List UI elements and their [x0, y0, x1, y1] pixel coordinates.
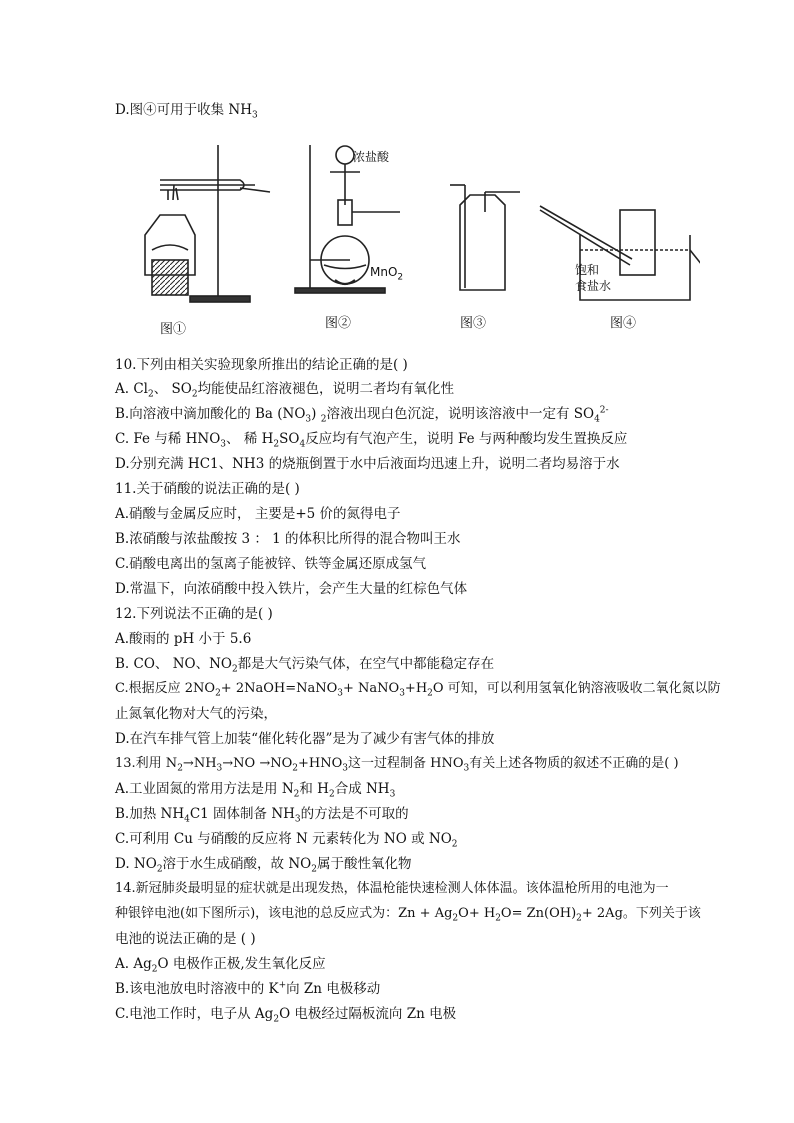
option-d-prev: D.图④可用于收集 $NH_3$ — [115, 102, 258, 121]
apparatus-figures — [140, 140, 700, 340]
q10-option-d: D.分别充满 HC1、NH3 的烧瓶倒置于水中后液面均迅速上升，说明二者均易溶于水 — [115, 456, 620, 472]
caption-fig-1: 图① — [160, 322, 187, 337]
q11-option-d: D.常温下，向浓硝酸中投入铁片，会产生大量的红棕色气体 — [115, 581, 468, 597]
q14-option-c: C.电池工作时，电子从 $Ag_2O$ 电极经过隔板流向 Zn 电极 — [115, 1006, 457, 1025]
caption-fig-3: 图③ — [460, 316, 487, 331]
figure-1-drawing — [145, 145, 270, 302]
figure-3-drawing — [450, 185, 520, 290]
q13-stem: 13.利用 $N_2\to NH_3\to NO \to NO_2+HNO_3$这一过程制备 $HNO_3$有关上述各物质的叙述不正确的是( ) — [115, 756, 679, 774]
q12-option-c-line2: 止氮氧化物对大气的污染， — [115, 706, 277, 722]
q14-stem-line2: 种银锌电池(如下图所示)，该电池的总反应式为：$Zn + Ag_2O+ H_2O= Zn(OH)_2+ 2Ag$。下列关于该 — [115, 906, 701, 924]
q13-option-d: D. $NO_2$溶于水生成硝酸，故 $NO_2$属于酸性氧化物 — [115, 856, 412, 875]
label-mno2: MnO$_2$ — [370, 265, 404, 283]
q12-stem: 12.下列说法不正确的是( ) — [115, 606, 273, 622]
q11-stem: 11.关于硝酸的说法正确的是( ) — [115, 481, 300, 497]
q12-option-c-line1: C.根据反应 $2NO_2+$ 2NaOH=NaNO$_3$+ $NaNO_3+H_2O$ 可知，可以利用氢氧化钠溶液吸收二氧化氮以防 — [115, 681, 721, 699]
q11-option-b: B.浓硝酸与浓盐酸按 3 ： 1 的体积比所得的混合物叫王水 — [115, 531, 461, 547]
label-conc-hcl: 浓盐酸 — [353, 150, 390, 164]
q10-option-c: C. Fe 与稀 $HNO_3$、 稀 $H_2SO_4$反应均有气泡产生，说明 Fe 与两种酸均发生置换反应 — [115, 431, 628, 450]
q13-option-c: C.可利用 Cu 与硝酸的反应将 N 元素转化为 NO 或 $NO_2$ — [115, 831, 458, 850]
apparatus-drawings — [140, 140, 700, 340]
q10-option-a: A. $Cl_2$、 $SO_2$均能使品红溶液褪色，说明二者均有氧化性 — [115, 381, 455, 400]
figure-4-drawing — [540, 206, 700, 300]
q14-stem-line1: 14.新冠肺炎最明显的症状就是出现发热，体温枪能快速检测人体体温。该体温枪所用的电池为一 — [115, 881, 669, 896]
caption-fig-4: 图④ — [610, 316, 637, 331]
brine-label: 饱和 食盐水 — [575, 263, 612, 293]
q14-option-b: B.该电池放电时溶液中的 K+向 Zn 电极移动 — [115, 980, 381, 997]
caption-fig-2: 图② — [325, 316, 352, 331]
q10-stem: 10.下列由相关实验现象所推出的结论正确的是( ) — [115, 357, 408, 373]
q13-option-a: A.工业固氮的常用方法是用 $N_2$和 $H_2$合成 $NH_3$ — [115, 781, 396, 800]
q10-option-b: B.向溶液中滴加酸化的 Ba $(NO_3)$ $_2$溶液出现白色沉淀，说明该溶液中一定有 $SO_4^{2-}$ — [115, 405, 609, 425]
q11-option-a: A.硝酸与金属反应时， 主要是+5 价的氮得电子 — [115, 506, 401, 522]
q14-stem-line3: 电池的说法正确的是 ( ) — [115, 931, 256, 947]
q12-option-b: B. CO、 NO、$NO_2$都是大气污染气体，在空气中都能稳定存在 — [115, 656, 495, 675]
q11-option-c: C.硝酸电离出的氢离子能被锌、铁等金属还原成氢气 — [115, 556, 427, 572]
q13-option-b: B.加热 $NH_4C1$ 固体制备 $NH_3$的方法是不可取的 — [115, 806, 409, 825]
q12-option-d: D.在汽车排气管上加装“催化转化器”是为了减少有害气体的排放 — [115, 731, 495, 747]
q14-option-a: A. $Ag_2O$ 电极作正极,发生氧化反应 — [115, 956, 326, 975]
q12-option-a: A.酸雨的 pH 小于 5.6 — [115, 631, 252, 647]
